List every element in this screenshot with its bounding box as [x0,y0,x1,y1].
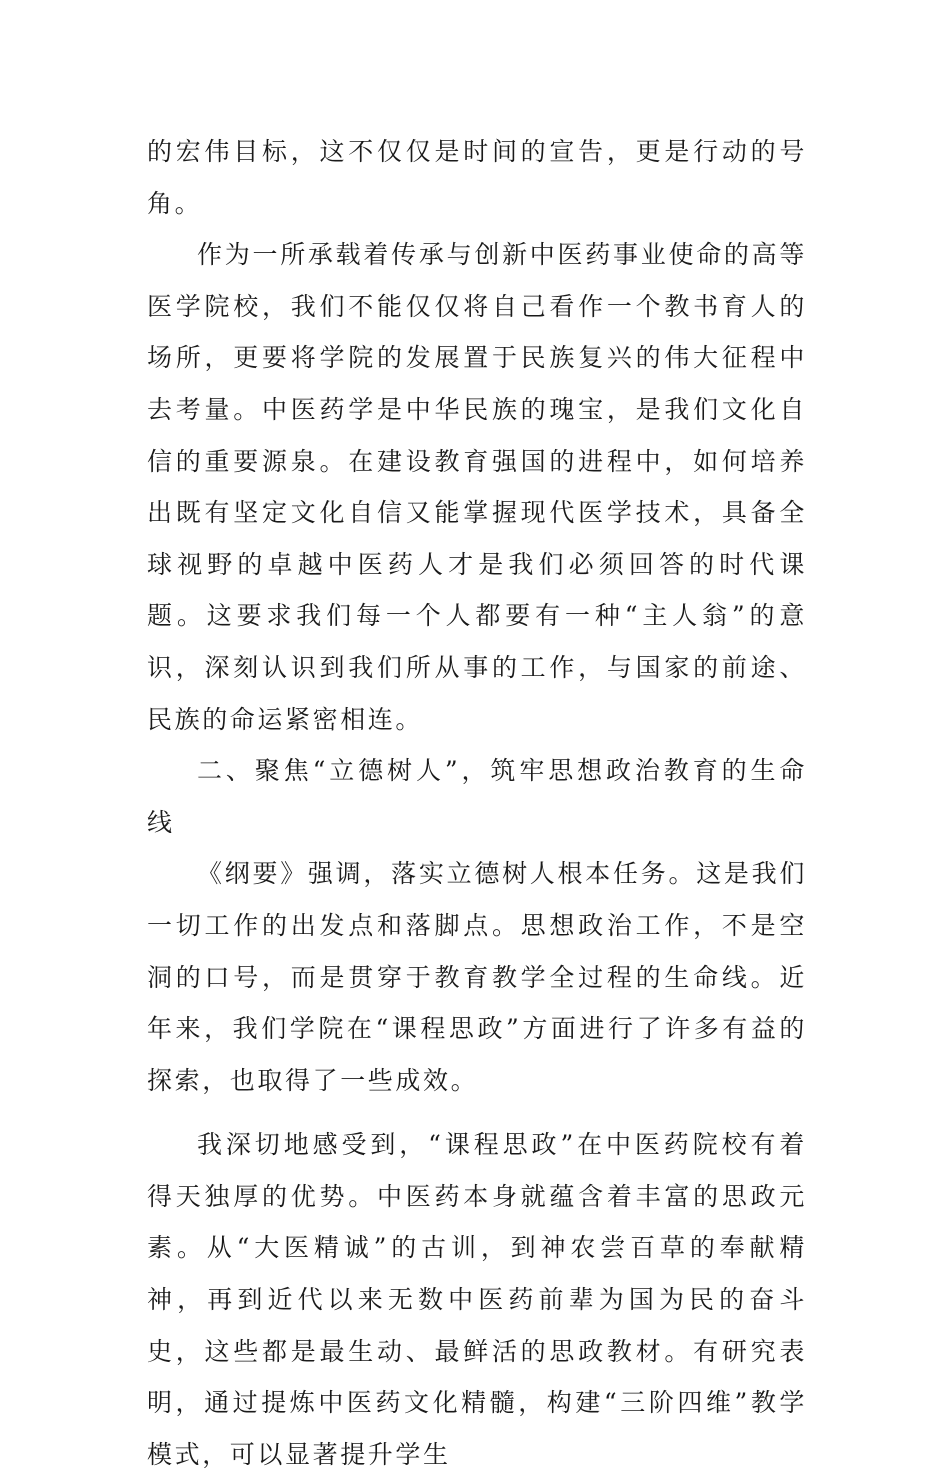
document-body [147,126,807,1480]
paragraph-college-mission: 作为一所承载着传承与创新中医药事业使命的高等医学院校，我们不能仅仅将自己看作一个教书育人的场所，更要将学院的发展置于民族复兴的伟大征程中去考量。中医药学是中华民族的瑰宝，是我们文化自信的重要源泉。在建设教育强国的进程中，如何培养出既有坚定文化自信又能掌握现代医学技术，具备全球视野的卓越中医药人才是我们必须回答的时代课题。这要求我们每一个人都要有一种“主人翁”的意识，深刻认识到我们所从事的工作，与国家的前途、民族的命运紧密相连。 [147,240,807,734]
paragraph-continuation: 的宏伟目标，这不仅仅是时间的宣告，更是行动的号角。 [147,137,807,218]
paragraph-course-ideology: 我深切地感受到，“课程思政”在中医药院校有着得天独厚的优势。中医药本身就蕴含着丰富的思政元素。从“大医精诚”的古训，到神农尝百草的奉献精神，再到近代以来无数中医药前辈为国为民的奋斗史，这些都是最生动、最鲜活的思政教材。有研究表明，通过提炼中医药文化精髓，构建“三阶四维”教学模式，可以显著提升学生 [147,1130,807,1469]
paragraph-outline-emphasis: 《纲要》强调，落实立德树人根本任务。这是我们一切工作的出发点和落脚点。思想政治工作，不是空洞的口号，而是贯穿于教育教学全过程的生命线。近年来，我们学院在“课程思政”方面进行了许多有益的探索，也取得了一些成效。 [147,859,807,1095]
section-heading-two: 二、聚焦“立德树人”，筑牢思想政治教育的生命线 [147,756,807,837]
